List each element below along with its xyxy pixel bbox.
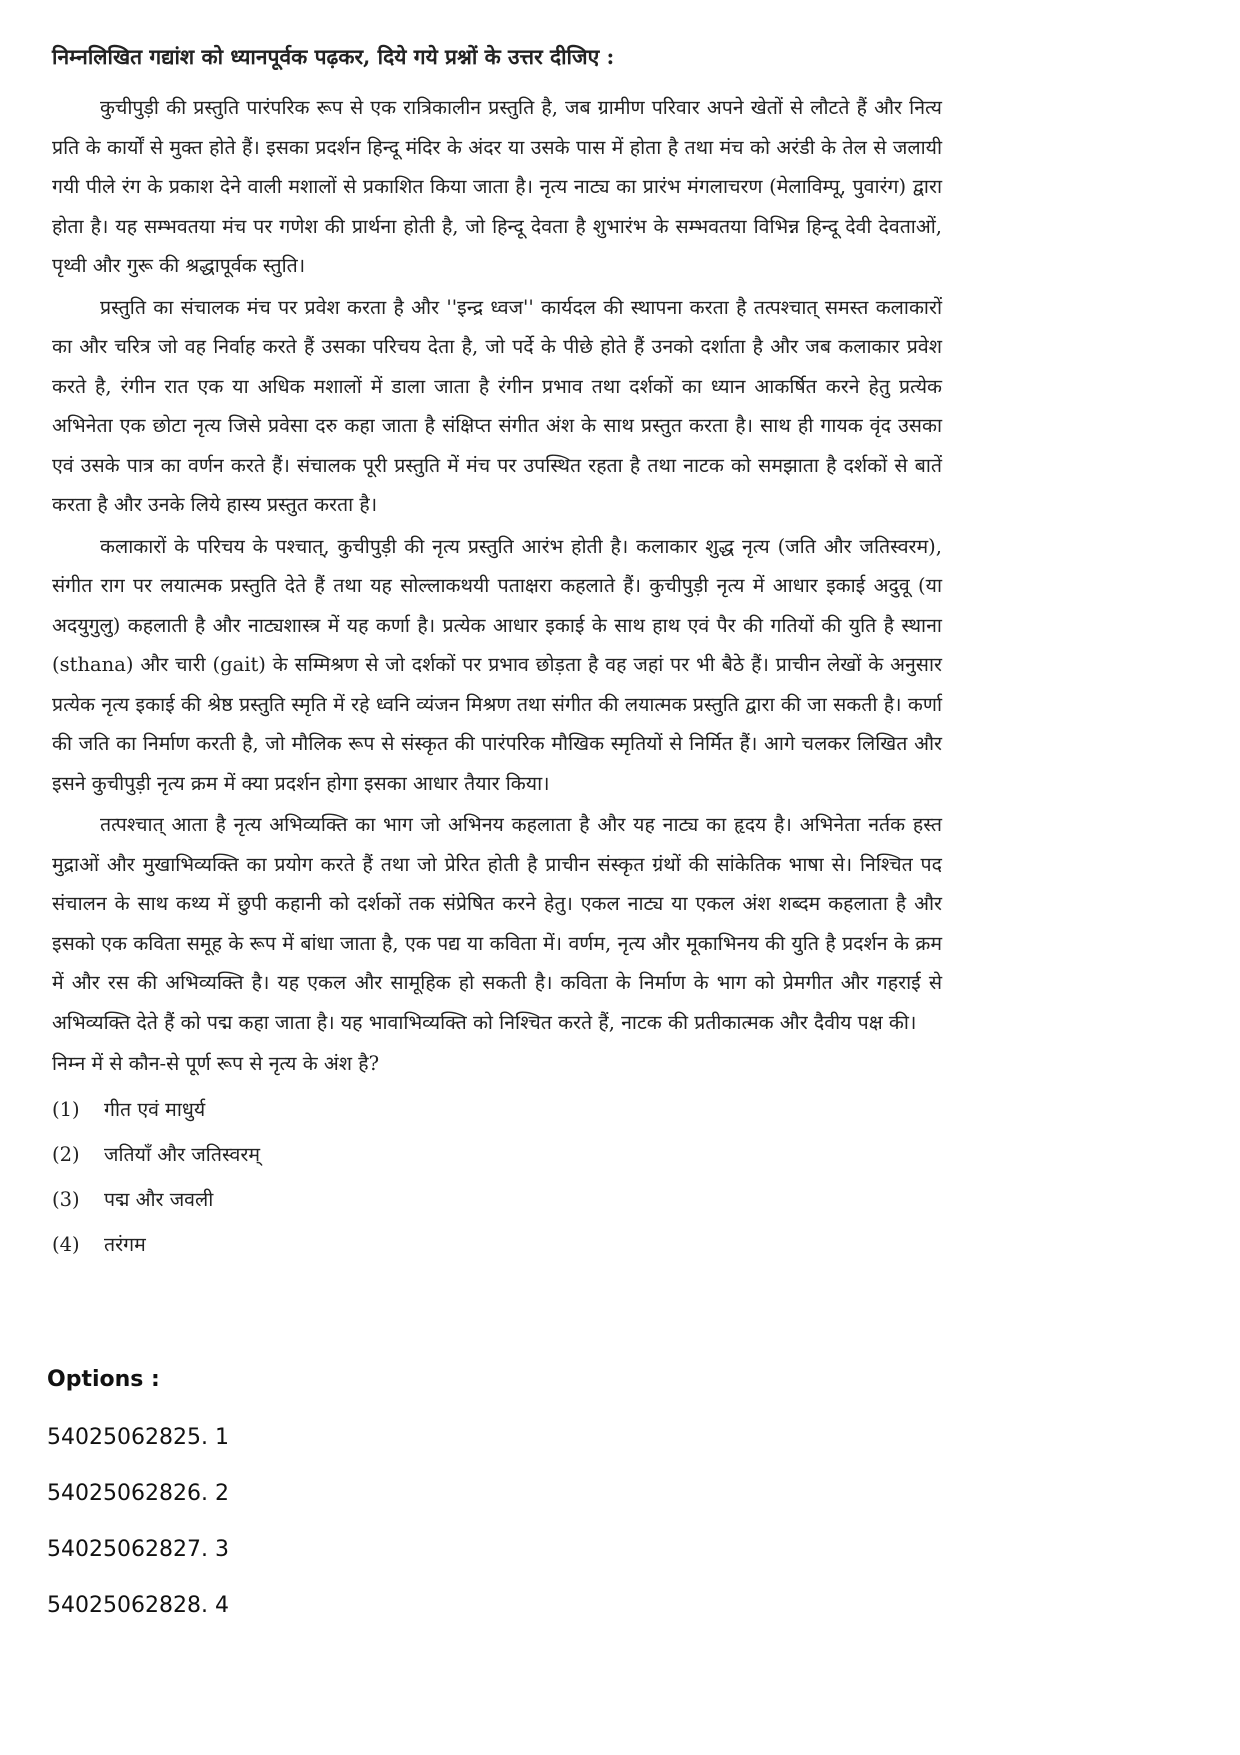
choice-item [52, 1180, 942, 1225]
choice-number: (4) [52, 1232, 80, 1256]
option-2[interactable]: 54025062826. 2 [47, 1481, 229, 1506]
option-4[interactable]: 54025062828. 4 [47, 1593, 229, 1618]
choice-text: गीत एवं माधुर्य [104, 1097, 206, 1121]
option-1[interactable]: 54025062825. 1 [47, 1425, 229, 1450]
passage-paragraph-1: कुचीपुड़ी की प्रस्तुति पारंपरिक रूप से एक रात्रिकालीन प्रस्तुति है, जब ग्रामीण परिवार अपने खेतों से लौटते हैं और नित्य प्रति के कार्यों से मुक्त होते हैं। इसका प्रदर्शन हिन्दू मंदिर के अंदर या उसके पास में होता है तथा मंच को अरंडी के तेल से जलायी गयी पीले रंग के प्रकाश देने वाली मशालों से प्रकाशित किया जाता है। नृत्य नाट्य का प्रारंभ मंगलाचरण (मेलाविम्पू, पुवारंग) द्वारा होता है। यह सम्भवतया मंच पर गणेश की प्रार्थना होती है, जो हिन्दू देवता है शुभारंभ के सम्भवतया विभिन्न हिन्दू देवी देवताओं, पृथ्वी और गुरू की श्रद्धापूर्वक स्तुति। [52, 96, 942, 277]
passage-paragraph-4: तत्पश्चात् आता है नृत्य अभिव्यक्ति का भाग जो अभिनय कहलाता है और यह नाट्य का हृदय है। अभिनेता नर्तक हस्त मुद्राओं और मुखाभिव्यक्ति का प्रयोग करते हैं तथा जो प्रेरित होती है प्राचीन संस्कृत ग्रंथों की सांकेतिक भाषा से। निश्चित पद संचालन के साथ कथ्य में छुपी कहानी को दर्शकों तक संप्रेषित करने हेतु। एकल नाट्य या एकल अंश शब्दम कहलाता है और इसको एक कविता समूह के रूप में बांधा जाता है, एक पद्य या कविता में। वर्णम, नृत्य और मूकाभिनय की युति है प्रदर्शन के क्रम में और रस की अभिव्यक्ति है। यह एकल और सामूहिक हो सकती है। कविता के निर्माण के भाग को प्रेमगीत और गहराई से अभिव्यक्ति देते हैं को पद्म कहा जाता है। यह भावाभिव्यक्ति को निश्चित करते हैं, नाटक की प्रतीकात्मक और दैवीय पक्ष की। [52, 813, 942, 1034]
instruction-heading: निम्नलिखित गद्यांश को ध्यानपूर्वक पढ़कर, दिये गये प्रश्नों के उत्तर दीजिए : [52, 44, 615, 69]
choice-item [52, 1090, 942, 1135]
choice-text: पद्म और जवली [104, 1187, 214, 1211]
choice-number: (1) [52, 1097, 80, 1121]
scanned-question [52, 38, 942, 1270]
options-section [47, 1365, 229, 1647]
choice-text: जतियाँ और जतिस्वरम् [104, 1142, 261, 1166]
passage-paragraph-3: कलाकारों के परिचय के पश्चात्, कुचीपुड़ी की नृत्य प्रस्तुति आरंभ होती है। कलाकार शुद्ध नृत्य (जति और जतिस्वरम), संगीत राग पर लयात्मक प्रस्तुति देते हैं तथा यह सोल्लाकथयी पताक्षरा कहलाते हैं। कुचीपुड़ी नृत्य में आधार इकाई अदुवू (या अदयुगुलु) कहलाती है और नाट्यशास्त्र में यह कर्णा है। प्रत्येक आधार इकाई के साथ हाथ एवं पैर की गतियों की युति है स्थाना (sthana) और चारी (gait) के सम्मिश्रण से जो दर्शकों पर प्रभाव छोड़ता है वह जहां पर भी बैठे हैं। प्राचीन लेखों के अनुसार प्रत्येक नृत्य इकाई की श्रेष्ठ प्रस्तुति स्मृति में रहे ध्वनि व्यंजन मिश्रण तथा संगीत की लयात्मक प्रस्तुति द्वारा की जा सकती है। कर्णा की जति का निर्माण करती है, जो मौलिक रूप से संस्कृत की पारंपरिक मौखिक स्मृतियों से निर्मित हैं। आगे चलकर लिखित और इसने कुचीपुड़ी नृत्य क्रम में क्या प्रदर्शन होगा इसका आधार तैयार किया। [52, 534, 942, 795]
choice-number: (3) [52, 1187, 80, 1211]
option-3[interactable]: 54025062827. 3 [47, 1537, 229, 1562]
choice-number: (2) [52, 1142, 80, 1166]
passage-paragraph-2: प्रस्तुति का संचालक मंच पर प्रवेश करता है और ''इन्द्र ध्वज'' कार्यदल की स्थापना करता है तत्पश्चात् समस्त कलाकारों का और चरित्र जो वह निर्वाह करते हैं उसका परिचय देता है, जो पर्दे के पीछे होते हैं उनको दर्शाता है और जब कलाकार प्रवेश करते है, रंगीन रात एक या अधिक मशालों में डाला जाता है रंगीन प्रभाव तथा दर्शकों का ध्यान आकर्षित करने हेतु प्रत्येक अभिनेता एक छोटा नृत्य जिसे प्रवेसा दरु कहा जाता है संक्षिप्त संगीत अंश के साथ प्रस्तुत करता है। साथ ही गायक वृंद उसका एवं उसके पात्र का वर्णन करते हैं। संचालक पूरी प्रस्तुति में मंच पर उपस्थित रहता है तथा नाटक को समझाता है दर्शकों से बातें करता है और उनके लिये हास्य प्रस्तुत करता है। [52, 295, 942, 516]
choice-item [52, 1135, 942, 1180]
choice-text: तरंगम [104, 1232, 146, 1256]
choice-item [52, 1225, 942, 1270]
options-heading: Options : [47, 1367, 160, 1392]
choice-list [52, 1090, 942, 1270]
question-text: निम्न में से कौन-से पूर्ण रूप से नृत्य के अंश है? [52, 1052, 380, 1075]
